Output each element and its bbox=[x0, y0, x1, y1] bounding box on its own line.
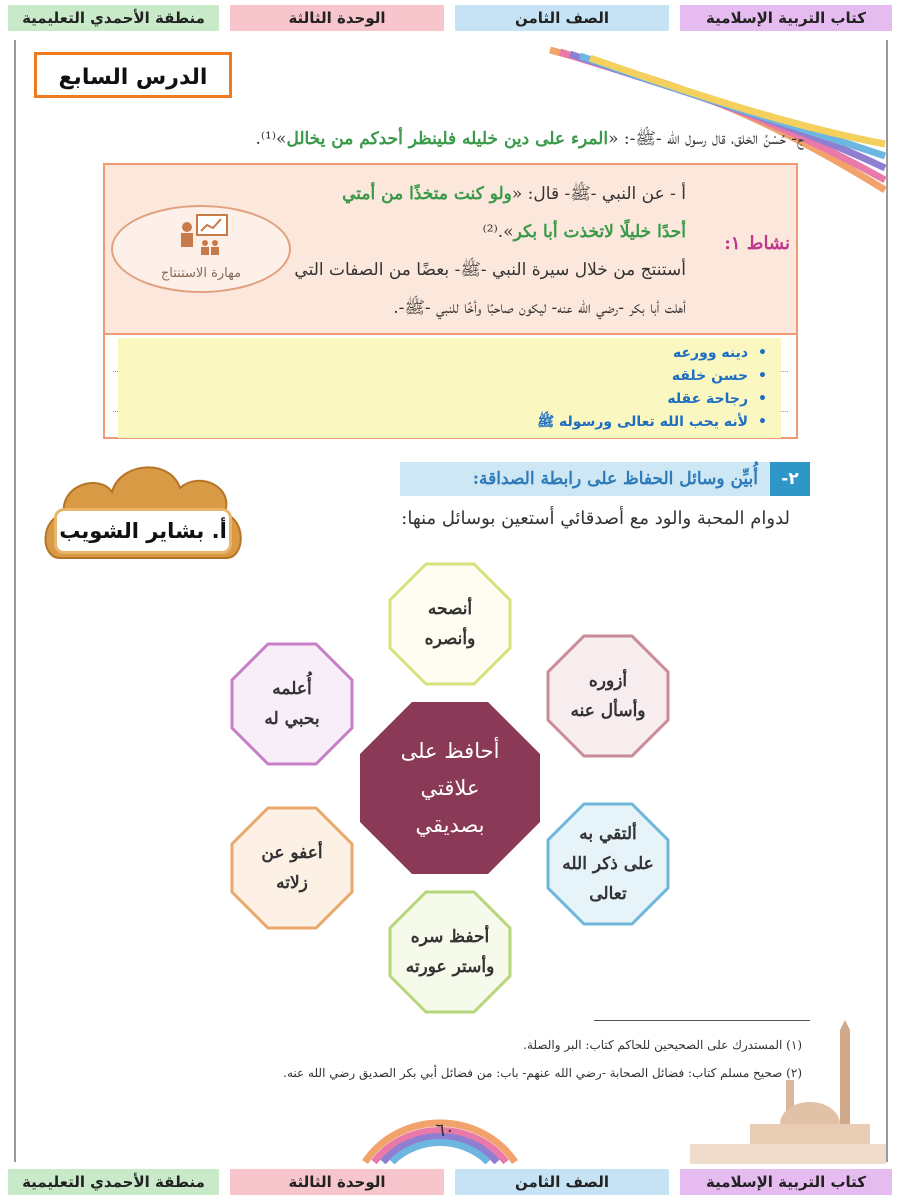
teacher-badge bbox=[40, 448, 246, 570]
node-top-right bbox=[544, 632, 672, 760]
node-bottom-right-label: ألتقي به على ذكر الله تعالى bbox=[562, 824, 654, 904]
answer-item: • رجاحة عقله bbox=[537, 388, 767, 411]
teacher-name: أ. بشاير الشويب bbox=[54, 508, 232, 554]
activity-box bbox=[103, 163, 798, 335]
activity-line2-quote: أحدًا خليلًا لاتخذت أبا بكر bbox=[513, 222, 686, 242]
node-bottom-label: أحفظ سره وأستر عورته bbox=[405, 927, 495, 977]
header-bar bbox=[0, 0, 900, 34]
footnote-2: (٢) صحيح مسلم كتاب: فضائل الصحابة -رضي الله عنهم- باب: من فضائل أبي بكر الصديق رضي الله عنه. bbox=[283, 1066, 802, 1080]
activity-line1-prefix: أ - عن النبي -ﷺ- قال: « bbox=[511, 184, 686, 204]
mosque-icon bbox=[690, 1020, 886, 1164]
footer-grade: الصف الثامن bbox=[455, 1169, 669, 1195]
answer-item: • حسن خلقه bbox=[537, 365, 767, 388]
node-top-right-label: أزوره وأسأل عنه bbox=[570, 671, 646, 721]
footer-book: كتاب التربية الإسلامية bbox=[680, 1169, 892, 1195]
answer-list bbox=[537, 342, 767, 434]
activity-line2-end: ».⁽²⁾ bbox=[482, 222, 514, 242]
presentation-icon bbox=[175, 213, 231, 257]
header-grade: الصف الثامن bbox=[455, 5, 669, 31]
node-bottom-left bbox=[228, 804, 356, 932]
section2-bar bbox=[400, 462, 810, 496]
answer-box bbox=[118, 338, 781, 438]
header-unit: الوحدة الثالثة bbox=[230, 5, 444, 31]
header-zone: منطقة الأحمدي التعليمية bbox=[8, 5, 219, 31]
node-center-label: أحافظ على علاقتي بصديقي bbox=[400, 738, 500, 837]
node-bottom bbox=[386, 888, 514, 1016]
hadith-end: »⁽¹⁾. bbox=[255, 129, 287, 149]
lesson-title: الدرس السابع bbox=[34, 52, 232, 98]
skill-badge bbox=[111, 205, 291, 293]
left-border-line bbox=[14, 40, 16, 1162]
right-border-line bbox=[886, 40, 888, 1162]
node-center bbox=[358, 700, 542, 876]
page-number: ٦٠ bbox=[435, 1120, 455, 1141]
activity-label: نشاط ١: bbox=[724, 233, 790, 254]
skill-label: مهارة الاستنتاج bbox=[160, 266, 242, 281]
section2-intro: لدوام المحبة والود مع أصدقائي أستعين بوسائل منها: bbox=[401, 508, 790, 529]
footer-bar bbox=[0, 1164, 900, 1198]
activity-line3: أستنتج من خلال سيرة النبي -ﷺ- بعضًا من الصفات التي bbox=[294, 260, 686, 280]
answer-item: • دينه وورعه bbox=[537, 342, 767, 365]
hadith-line bbox=[84, 124, 804, 154]
activity-line4: أهلت أبا بكر -رضي الله عنه- ليكون صاحبًا وأخًا للنبي -ﷺ-. bbox=[393, 298, 686, 318]
answer-item: • لأنه يحب الله تعالى ورسوله ﷺ bbox=[537, 411, 767, 434]
footer-zone: منطقة الأحمدي التعليمية bbox=[8, 1169, 219, 1195]
hadith-quote: المرء على دين خليله فلينظر أحدكم من يخالل bbox=[286, 129, 609, 149]
node-bottom-right bbox=[544, 800, 672, 928]
activity-line1-quote: ولو كنت متخذًا من أمتي bbox=[342, 184, 512, 204]
hadith-intro: ج- حُسْنُ الخلق، قال رسول الله -ﷺ-: « bbox=[608, 129, 804, 149]
node-top bbox=[386, 560, 514, 688]
header-book: كتاب التربية الإسلامية bbox=[680, 5, 892, 31]
section2-title: أُبيِّن وسائل الحفاظ على رابطة الصداقة: bbox=[472, 469, 758, 489]
footer-unit: الوحدة الثالثة bbox=[230, 1169, 444, 1195]
node-top-left bbox=[228, 640, 356, 768]
node-bottom-left-label: أعفو عن زلاته bbox=[261, 843, 323, 893]
node-top-label: أنصحه وأنصره bbox=[424, 599, 476, 649]
node-top-left-label: أُعلمه بحبي له bbox=[264, 679, 320, 729]
footnote-1: (١) المستدرك على الصحيحين للحاكم كتاب: البر والصلة. bbox=[523, 1038, 802, 1052]
section2-number: ٢- bbox=[770, 462, 810, 496]
